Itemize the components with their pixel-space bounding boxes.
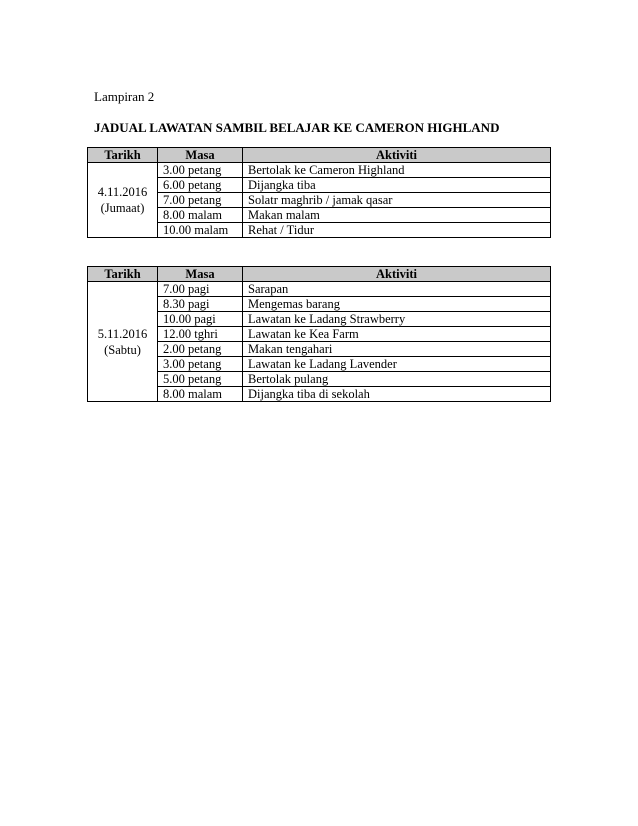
- time-cell: 3.00 petang: [158, 357, 243, 372]
- header-time: Masa: [158, 148, 243, 163]
- time-cell: 8.30 pagi: [158, 297, 243, 312]
- table-row: [88, 223, 551, 238]
- page-title: JADUAL LAWATAN SAMBIL BELAJAR KE CAMERON HIGHLAND: [94, 120, 500, 135]
- time-cell: 10.00 malam: [158, 223, 243, 238]
- time-cell: 8.00 malam: [158, 387, 243, 402]
- day-name: (Jumaat): [100, 201, 145, 215]
- time-cell: 3.00 petang: [158, 163, 243, 178]
- activity-cell: Lawatan ke Kea Farm: [243, 327, 551, 342]
- header-date: Tarikh: [88, 267, 158, 282]
- date-value: 4.11.2016: [97, 185, 148, 199]
- table-header-row: [88, 148, 551, 163]
- table-row: [88, 387, 551, 402]
- table-row: [88, 342, 551, 357]
- activity-cell: Makan malam: [243, 208, 551, 223]
- activity-cell: Dijangka tiba: [243, 178, 551, 193]
- activity-cell: Dijangka tiba di sekolah: [243, 387, 551, 402]
- time-cell: 8.00 malam: [158, 208, 243, 223]
- table-row: [88, 357, 551, 372]
- date-value: 5.11.2016: [97, 326, 148, 341]
- schedule-table-day2: [87, 266, 551, 402]
- appendix-label: Lampiran 2: [94, 89, 155, 104]
- activity-cell: Mengemas barang: [243, 297, 551, 312]
- date-cell: [88, 282, 158, 402]
- time-cell: 10.00 pagi: [158, 312, 243, 327]
- table-row: [88, 208, 551, 223]
- activity-cell: Lawatan ke Ladang Strawberry: [243, 312, 551, 327]
- time-cell: 7.00 petang: [158, 193, 243, 208]
- table-row: [88, 312, 551, 327]
- table-row: [88, 178, 551, 193]
- table-row: [88, 372, 551, 387]
- header-time: Masa: [158, 267, 243, 282]
- time-cell: 12.00 tghri: [158, 327, 243, 342]
- activity-cell: Rehat / Tidur: [243, 223, 551, 238]
- activity-cell: Bertolak ke Cameron Highland: [243, 163, 551, 178]
- activity-cell: Lawatan ke Ladang Lavender: [243, 357, 551, 372]
- time-cell: 7.00 pagi: [158, 282, 243, 297]
- schedule-table-day1: [87, 147, 551, 238]
- table-header-row: [88, 267, 551, 282]
- table-row: [88, 193, 551, 208]
- header-activity: Aktiviti: [243, 267, 551, 282]
- activity-cell: Sarapan: [243, 282, 551, 297]
- activity-cell: Solatr maghrib / jamak qasar: [243, 193, 551, 208]
- time-cell: 2.00 petang: [158, 342, 243, 357]
- time-cell: 5.00 petang: [158, 372, 243, 387]
- activity-cell: Makan tengahari: [243, 342, 551, 357]
- date-cell: [88, 163, 158, 238]
- activity-cell: Bertolak pulang: [243, 372, 551, 387]
- day-name: (Sabtu): [104, 342, 141, 357]
- header-date: Tarikh: [88, 148, 158, 163]
- header-activity: Aktiviti: [243, 148, 551, 163]
- table-row: [88, 297, 551, 312]
- time-cell: 6.00 petang: [158, 178, 243, 193]
- table-row: [88, 327, 551, 342]
- table-row: [88, 163, 551, 178]
- table-row: [88, 282, 551, 297]
